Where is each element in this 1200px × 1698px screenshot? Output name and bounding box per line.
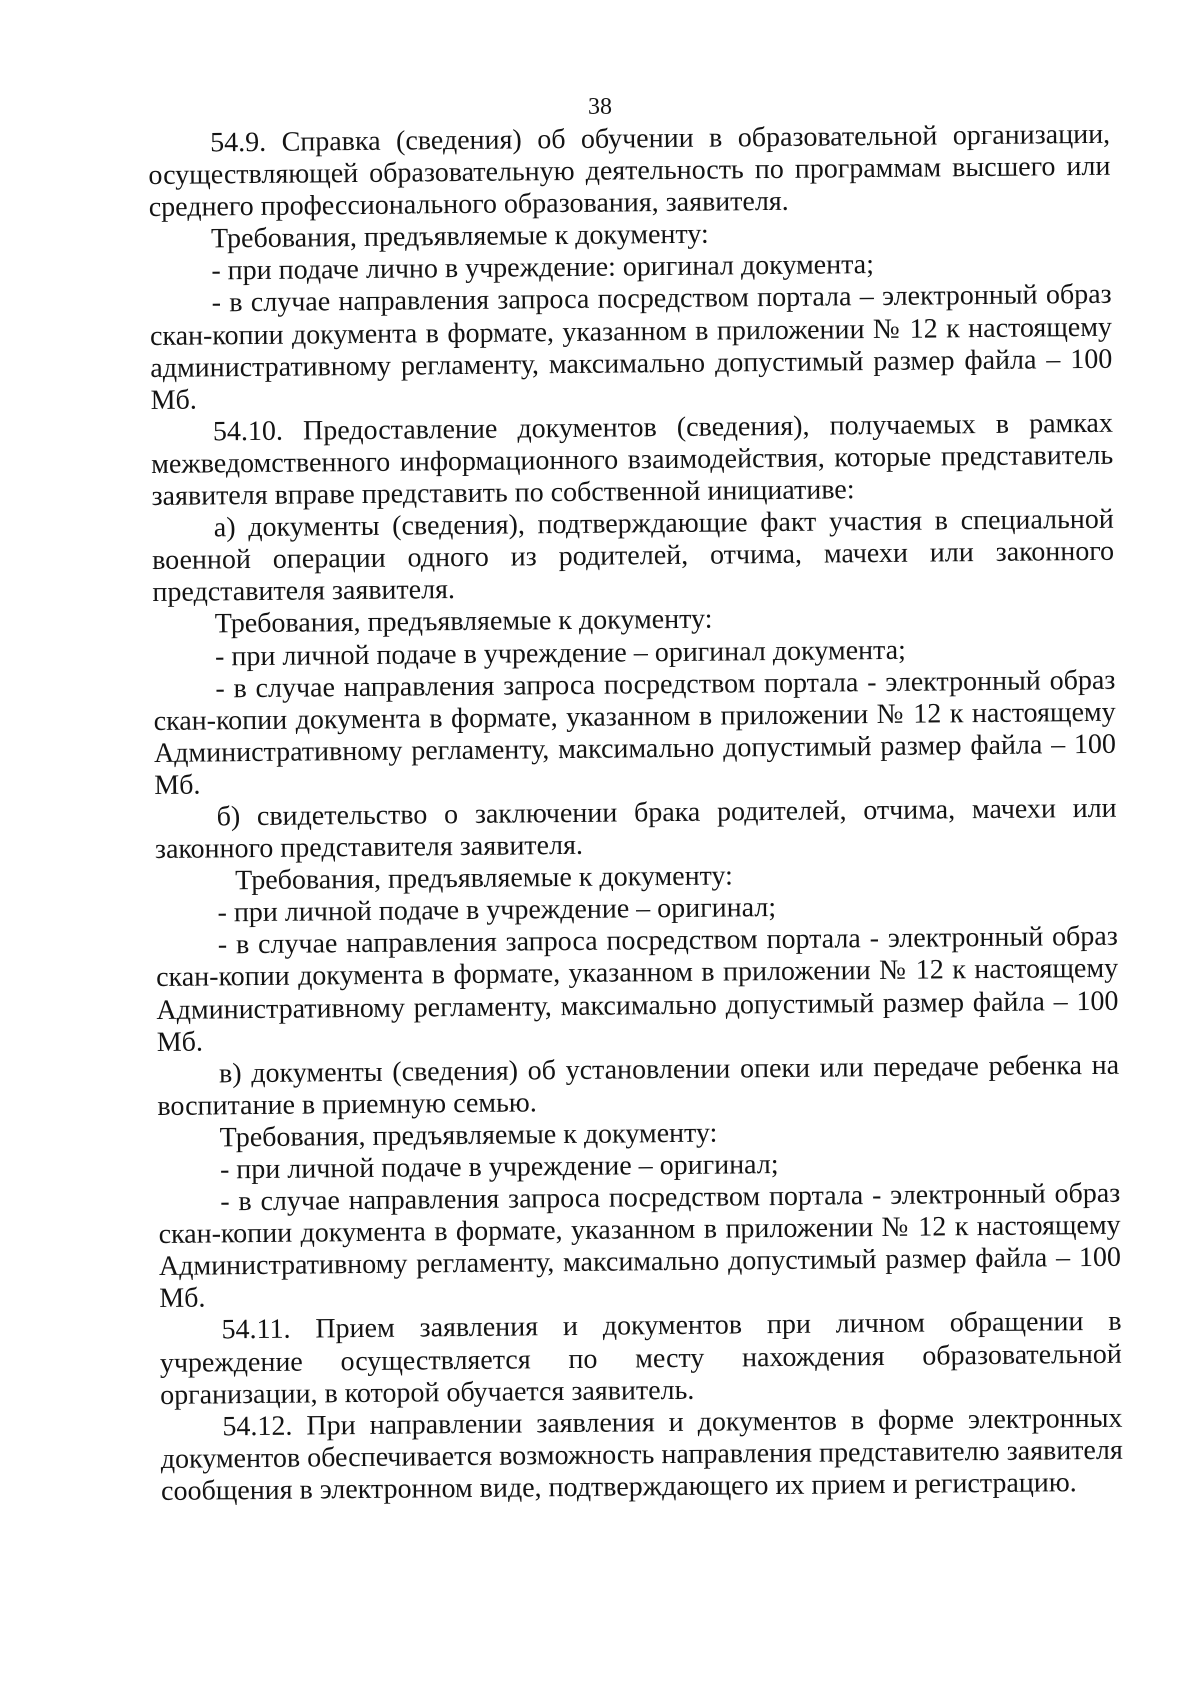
- requirement-item: - при личной подаче в учреждение – оригинал;: [219, 1148, 779, 1186]
- requirements-heading: Требования, предъявляемые к документу:: [214, 604, 713, 640]
- requirement-item: - при личной подаче в учреждение – оригинал;: [217, 892, 777, 929]
- document-body: [148, 119, 1123, 1508]
- subitem-b: б) свидетельство о заключении брака родителей, отчима, мачехи или законного представителя заявителя.: [154, 792, 1117, 866]
- requirements-heading: Требования, предъявляемые к документу:: [219, 1117, 718, 1154]
- page-number: 38: [588, 94, 612, 120]
- paragraph-54-11: 54.11. Прием заявления и документов при личном обращении в учреждение осуществляется по месту нахождения образовательной организации, в которой обучается заявитель.: [159, 1306, 1122, 1411]
- paragraph-54-10: 54.10. Предоставление документов (сведения), получаемых в рамках межведомственного информационного взаимодействия, которые представитель заявителя вправе представить по собственной инициативе:: [151, 407, 1114, 513]
- subitem-a: а) документы (сведения), подтверждающие факт участия в специальной военной операции одного из родителей, отчима, мачехи или законного представителя заявителя.: [152, 503, 1115, 609]
- requirement-item: - при подаче лично в учреждение: оригинал документа;: [211, 249, 875, 287]
- paragraph-54-12: 54.12. При направлении заявления и документов в форме электронных документов обеспечивается возможность направления представителю заявителя сообщения в электронном виде, подтверждающего их прием и регистрацию.: [160, 1402, 1123, 1507]
- paragraph-54-9: 54.9. Справка (сведения) об обучении в образовательной организации, осуществляющей образовательную деятельность по программам высшего или среднего профессионального образования, заявителя.: [148, 118, 1111, 224]
- requirements-heading: Требования, предъявляемые к документу:: [235, 860, 734, 897]
- subitem-v: в) документы (сведения) об установлении опеки или передаче ребенка на воспитание в приемную семью.: [157, 1049, 1120, 1122]
- requirement-item: - в случае направления запроса посредством портала - электронный образ скан-копии документа в формате, указанном в приложении № 12 к настоящему Административному регламенту, максимально допустимый размер файла – 100 Мб.: [156, 921, 1119, 1058]
- requirements-heading: Требования, предъявляемые к документу:: [210, 218, 709, 255]
- requirement-item: - при личной подаче в учреждение – оригинал документа;: [214, 634, 906, 672]
- requirement-item: - в случае направления запроса посредством портала - электронный образ скан-копии документа в формате, указанном в приложении № 12 к настоящему Административному регламенту, максимально допустимый размер файла – 100 Мб.: [153, 664, 1117, 801]
- requirement-item: - в случае направления запроса посредством портала - электронный образ скан-копии документа в формате, указанном в приложении № 12 к настоящему Административному регламенту, максимально допустимый размер файла – 100 Мб.: [158, 1177, 1122, 1315]
- requirement-item: - в случае направления запроса посредством портала – электронный образ скан-копии документа в формате, указанном в приложении № 12 к настоящему административному регламенту, максимально допустимый размер файла – 100 Мб.: [149, 279, 1113, 416]
